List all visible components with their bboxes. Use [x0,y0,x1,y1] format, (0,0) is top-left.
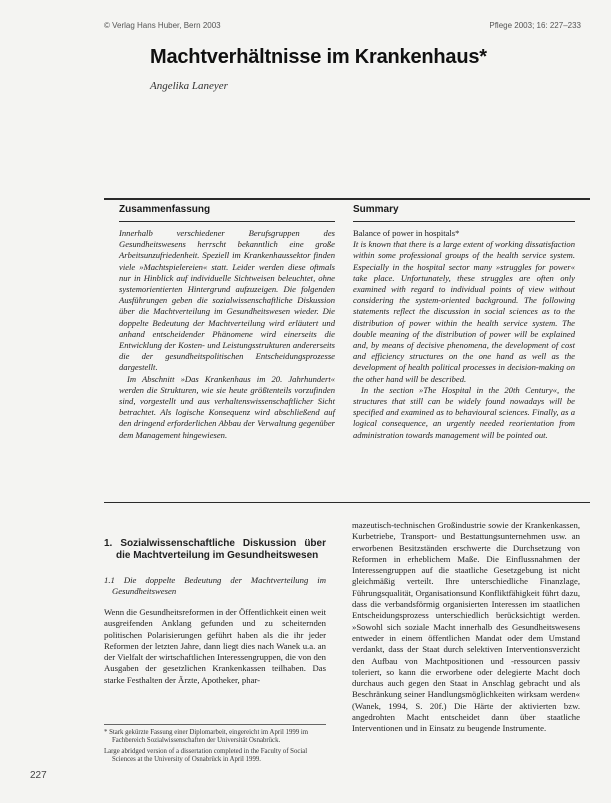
body-column-right [352,520,580,735]
section-heading: 1. Sozialwissenschaftliche Diskussion über die Machtverteilung im Gesundheitswesen [104,538,326,561]
subsection-heading: 1.1 Die doppelte Bedeutung der Machtverteilung im Gesundheitswesen [104,575,326,596]
article-title: Machtverhältnisse im Krankenhaus* [150,46,487,68]
footnotes [104,724,326,766]
abstract-heading-en: Summary [353,204,399,215]
abstract-rule-de [119,221,335,222]
page-number: 227 [30,770,47,781]
abstract-text-de [119,228,335,441]
author-name: Angelika Laneyer [150,80,228,92]
abstract-rule-en [353,221,575,222]
abstract-paragraph-de-1: Innerhalb verschiedener Berufsgruppen des Gesundheitswesens herrscht bekanntlich eine große Arbeitsunzufriedenheit. Speziell im Krankenhaussektor finden viele »Machtspielereien« statt. Leider werden diese oftmals nur in Hinblick auf individuelle Sichtweisen beleuchtet, ohne systemorientierten Hintergrund aufzuzeigen. Die folgenden Ausführungen geben die sozialwissenschaftliche Diskussion über die Machtverteilung im Gesundheitswesen wieder. Die doppelte Bedeutung der Machtverteilung wird erläutert und anhand entscheidender Phänomene wird einerseits die Entwicklung der Kosten- und Leistungsstrukturen andererseits die der gesundheitspolitischen Entscheidungsprozesse dargestellt. [119,228,335,373]
body-column-left [104,538,326,686]
abstract-english [353,204,575,441]
body-paragraph-right: mazeutisch-technischen Großindustrie sowie der Krankenkassen, Kurbetriebe, Transport- und Bestattungsunternehmen usw. an erworbenen Besitzständen erschwerte die Durchsetzung von Reformen in erheblichem Maße. Die Einflussnahmen der Interessengruppen auf die staatliche Gesetzgebung ist nicht gleichmäßig verteilt. Ihre unterschiedliche Finanzlage, Führungsqualität, Organisationsund Konfliktfähigkeit führt dazu, dass die verbandsförmig organisierten Interessen im staatlichen Entscheidungsprozess unterschiedlich berücksichtigt werden. »Sowohl sich soziale Macht innerhalb des Gesundheitswesens entweder in einem öffentlichen Mandat oder dem Umstand verdankt, dass der Staat durch selektiven Interventionsverzicht den Aufbau von Machtpositionen und -ressourcen passiv toleriert, so kann die erworbene oder delegierte Macht doch durchaus auch gegen den Staat in Anschlag gebracht und als Beschränkung seiner Handlungsmöglichkeiten wirksam werden« (Wanek, 1994, S. 20f.) Die Härte der aktivierten bzw. angedrohten Macht entscheidet dann über staatliche Interventionen und in Einsatz zu beugende Instrumente. [352,520,580,734]
publisher-line: © Verlag Hans Huber, Bern 2003 [104,21,221,30]
abstract-text-en [353,228,575,441]
journal-reference: Pflege 2003; 16: 227–233 [489,21,581,30]
abstract-paragraph-de-2: Im Abschnitt »Das Krankenhaus im 20. Jahrhundert« werden die Strukturen, wie sie heute größtenteils vorzufinden sind, vorgestellt und aus verhaltenswissenschaftlicher Sicht betrachtet. Als logische Konsequenz wird abschließend auf den dringend erforderlichen Abbau der Verwaltung gegenüber dem Management hingewiesen. [119,373,335,440]
abstract-heading-de: Zusammenfassung [119,204,211,215]
footnote-de: * Stark gekürzte Fassung einer Diplomarbeit, eingereicht im April 1999 im Fachbereich Sozialwissenschaften der Universität Osnabrück. [104,729,309,745]
body-paragraph-left: Wenn die Gesundheitsreformen in der Öffentlichkeit einen weit ausgreifenden Anklang gefunden und zu scheiternden politischen Polarisierungen geführt haben als die ihr jeder Reformen der letzten Jahre, dann liegt dies nach Wanek u.a. an der Vielfalt der wirtschaftlichen Interessengruppen, die von den Ausgaben der gesetzlichen Krankenkassen teilhaben. Das starke Festhalten der Ärzte, Apotheker, phar- [104,607,326,685]
abstract-subtitle-en: Balance of power in hospitals* [353,228,460,238]
abstract-paragraph-en-2: In the section »The Hospital in the 20th Century«, the structures that still can be widely found nowadays will be specified and examined as to behavioural sciences. Finally, as a logical consequence, an urgently needed reorientation from administration towards management will be pointed out. [353,384,575,440]
footnote-en: Large abridged version of a dissertation completed in the Faculty of Social Sciences at the University of Osnabrück in April 1999. [104,747,308,763]
abstract-german [119,204,335,441]
abstract-paragraph-en-1: It is known that there is a large extent of working dissatisfaction within some professional groups of the health service system. Especially in the hospital sector many »struggles for power« take place. Unfortunately, these struggles are often only examined with regard to individual points of view without considering the system-oriented background. The following statements reflect the discussion in social sciences as to the distribution of power within the health service system. The double meaning of the distribution of power will be explained and, by means of decisive phenomena, the development of cost and efficiency structures on the one hand as well as the development of health political processes in decision-making on the other hand will be described. [353,239,575,384]
